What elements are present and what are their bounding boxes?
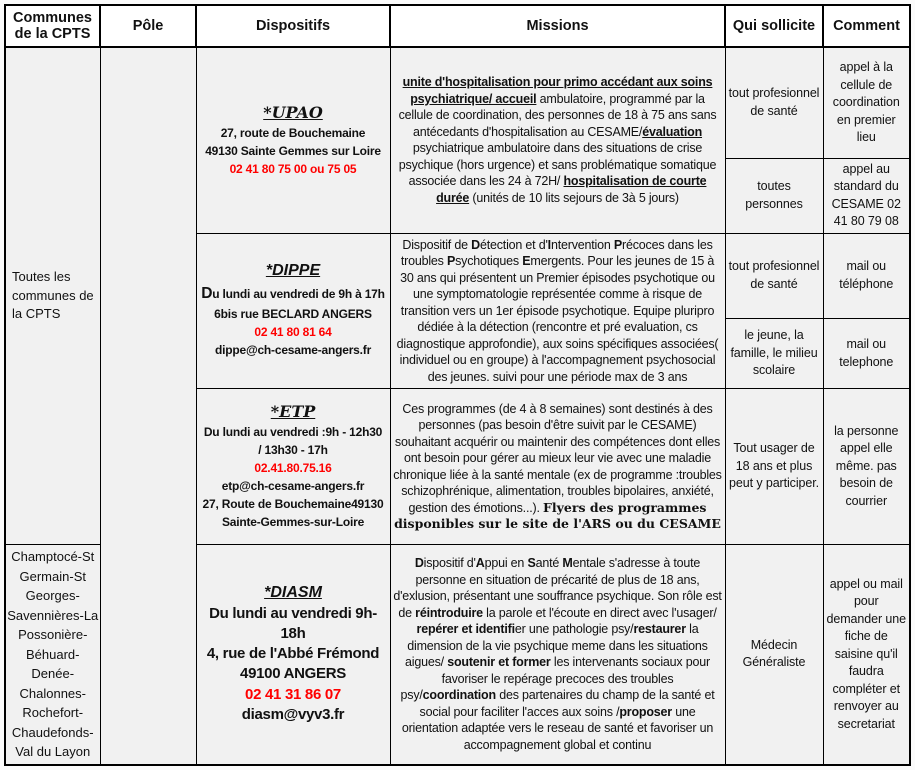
cell-upao-qui-1: tout profesionnel de santé	[725, 47, 823, 158]
upao-contact-lines: 27, route de Bouchemaine 49130 Sainte Gemmes sur Loire 02 41 80 75 00 ou 75 05	[205, 125, 381, 176]
cpts-dispositifs-table	[4, 4, 911, 766]
col-header-qui-sollicite: Qui sollicite	[725, 5, 823, 47]
upao-title: *UPAO	[263, 102, 323, 122]
cell-dippe-comment-2: mail ou telephone	[823, 319, 910, 389]
cell-diasm-comment: appel ou mail pour demander une fiche de saisine qu'il faudra compléter et renvoyer au secretariat	[823, 545, 910, 765]
cell-upao-missions: unite d'hospitalisation pour primo accédant aux soins psychiatrique/ accueil ambulatoire, programmé par la cellule de coordination, des personnes de 18 à 75 ans sans antécedants d'hospitalisation au CESAME/évaluation psychiatrique ambulatoire dans des situations de crise psychique (hors urgence) et sans problématique somatique associée dans les 24 à 72H/ hospitalisation de courte durée (unités de 10 lits sejours de 3à 5 jours)	[390, 47, 725, 233]
etp-title: *ETP	[270, 402, 316, 421]
col-header-dispositifs: Dispositifs	[196, 5, 390, 47]
cell-etp-comment: la personne appel elle même. pas besoin de courrier	[823, 389, 910, 545]
dippe-title: *DIPPE	[265, 262, 321, 280]
cell-upao-comment-1: appel à la cellule de coordination en premier lieu	[823, 47, 910, 158]
row-upao-sub1	[5, 47, 910, 158]
cell-upao-comment-2: appel au standard du CESAME 02 41 80 79 08	[823, 158, 910, 233]
dippe-contact-lines: Du lundi au vendredi de 9h à 17h 6bis rue BECLARD ANGERS 02 41 80 81 64 dippe@ch-cesame-angers.fr	[201, 285, 385, 358]
header-row	[5, 5, 910, 47]
cell-dippe-dispositif	[196, 233, 390, 389]
cell-pole-empty	[100, 47, 196, 765]
cell-diasm-missions: Dispositif d'Appui en Santé Mentale s'adresse à toute personne en situation de précarité de plus de 18 ans, d'exlusion, présentant une souffrance psychique. Son rôle est de réintroduire la parole et l'écoute en direct avec l'usager/ repérer et identifier une pathologie psy/restaurer la dimension de la vie psychique meme dans les situations aigues/ soutenir et former les intervenants sociaux pour favoriser le repérage precoces des troubles psy/coordination des partenaires du champ de la santé et social pour faciliter l'acces aux soins /proposer une orientation adaptée vers le reseau de santé et favoriser un accompagnement global et continu	[390, 545, 725, 765]
cell-etp-qui: Tout usager de 18 ans et plus peut y participer.	[725, 389, 823, 545]
cell-etp-dispositif	[196, 389, 390, 545]
etp-contact-lines: Du lundi au vendredi :9h - 12h30 / 13h30 - 17h 02.41.80.75.16 etp@ch-cesame-angers.fr 27, Route de Bouchemaine49130 Sainte-Gemmes-sur-Loire	[202, 425, 384, 529]
cell-dippe-qui-1: tout profesionnel de santé	[725, 233, 823, 319]
cell-diasm-qui: Médecin Généraliste	[725, 545, 823, 765]
cell-dippe-comment-1: mail ou téléphone	[823, 233, 910, 319]
cell-communes-layon: Champtocé-St Germain-St Georges-Savennières-La Possonière-Béhuard-Denée-Chalonnes-Rochefort-Chaudefonds-Val du Layon	[5, 545, 100, 765]
cell-etp-missions: Ces programmes (de 4 à 8 semaines) sont destinés à des personnes (pas besoin d'être suivit par le CESAME) souhaitant acquérir ou maintenir des compétences dont elles ont besoin pour gérer au mieux leur vie avec une maladie chronique liée à la santé mentale (ex de programme :troubles schizophrénique, alimentation, troubles bipolaires, anxiété, gestion des émotions...). Flyers des programmes disponibles sur le site de l'ARS ou du CESAME	[390, 389, 725, 545]
col-header-pole: Pôle	[100, 5, 196, 47]
cell-upao-dispositif	[196, 47, 390, 233]
cell-diasm-dispositif	[196, 545, 390, 765]
diasm-contact-lines: Du lundi au vendredi 9h-18h 4, rue de l'Abbé Frémond 49100 ANGERS 02 41 31 86 07 diasm@vyv3.fr	[206, 604, 380, 723]
diasm-title: *DIASM	[264, 583, 322, 601]
col-header-communes: Communes de la CPTS	[5, 5, 100, 47]
col-header-missions: Missions	[390, 5, 725, 47]
cell-dippe-missions: Dispositif de Détection et d'Intervention Précoces dans les troubles Psychotiques Emergents. Pour les jeunes de 15 à 30 ans qui présentent un Premier épisodes psychotique ou une symptomatologie représentée comme à risque de transition vers un 1er épisode psychotique. Equipe pluripro dédiée à la détection (rencontre et pré evaluation, cs diagnostique approfondie), aux soins spécifiques associées( individuel ou en groupe) à l'accompagnement psychosocial des jeunes. suivi pour une période max de 3 ans	[390, 233, 725, 389]
cell-upao-qui-2: toutes personnes	[725, 158, 823, 233]
col-header-comment: Comment	[823, 5, 910, 47]
cell-dippe-qui-2: le jeune, la famille, le milieu scolaire	[725, 319, 823, 389]
cell-communes-all: Toutes les communes de la CPTS	[5, 47, 100, 545]
